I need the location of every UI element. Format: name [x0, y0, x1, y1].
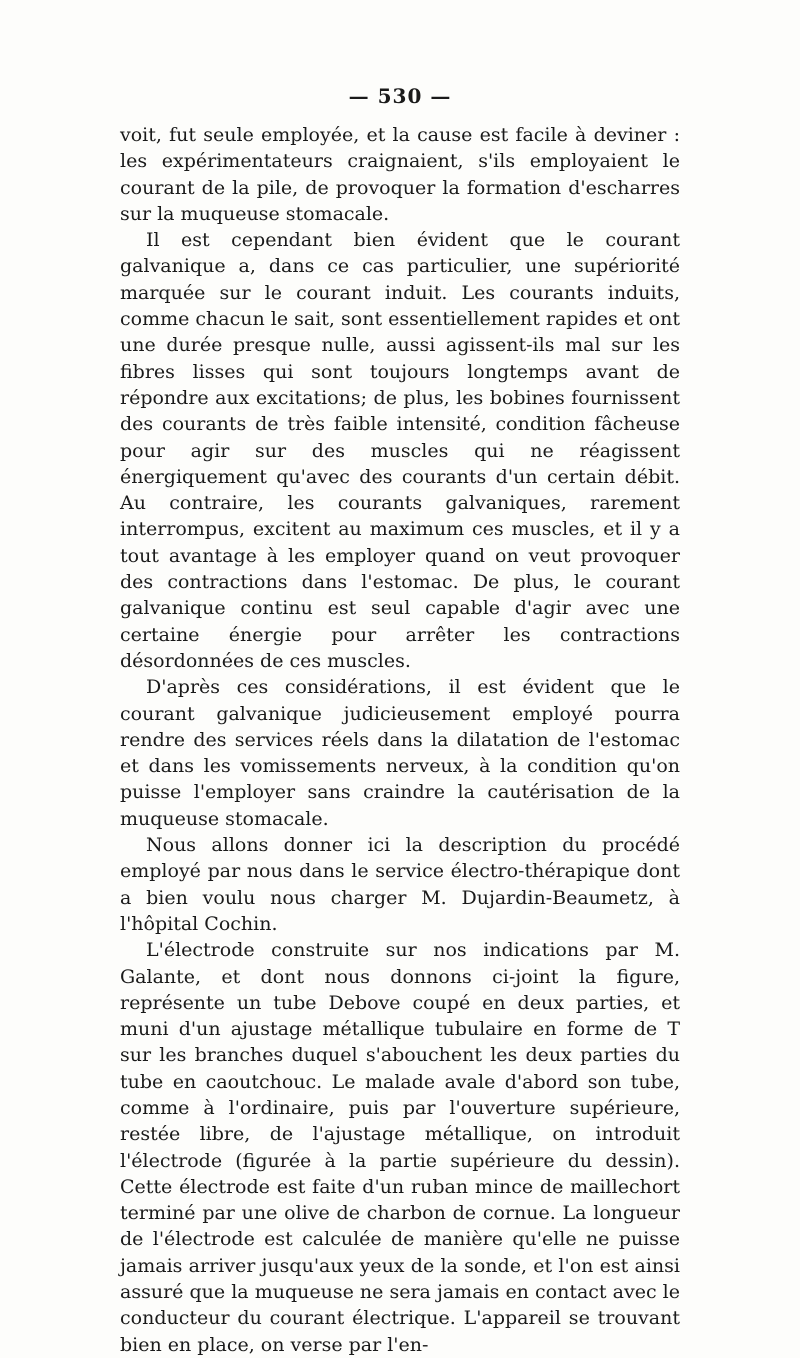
- paragraph-3: D'après ces considérations, il est évident que le courant galvanique judicieusement employé pourra rendre des services réels dans la dilatation de l'estomac et dans les vomissements nerveux, à la condition qu'on puisse l'employer sans craindre la cautérisation de la muqueuse stomacale.: [120, 676, 680, 830]
- paragraph-2: Il est cependant bien évident que le courant galvanique a, dans ce cas particulier, une supériorité marquée sur le courant induit. Les courants induits, comme chacun le sait, sont essentiellement rapides et ont une durée presque nulle, aussi agissent-ils mal sur les fibres lisses qui sont toujours longtemps avant de répondre aux excitations; de plus, les bobines fournissent des courants de très faible intensité, condition fâcheuse pour agir sur des muscles qui ne réagissent énergiquement qu'avec des courants d'un certain débit. Au contraire, les courants galvaniques, rarement interrompus, excitent au maximum ces muscles, et il y a tout avantage à les employer quand on veut provoquer des contractions dans l'estomac. De plus, le courant galvanique continu est seul capable d'agir avec une certaine énergie pour arrêter les contractions désordonnées de ces muscles.: [120, 229, 680, 672]
- paragraph-1: voit, fut seule employée, et la cause est facile à deviner : les expérimentateurs craignaient, s'ils employaient le courant de la pile, de provoquer la formation d'escharres sur la muqueuse stomacale.: [120, 124, 680, 225]
- paragraph-5: L'électrode construite sur nos indications par M. Galante, et dont nous donnons ci-joint la figure, représente un tube Debove coupé en deux parties, et muni d'un ajustage métallique tubulaire en forme de T sur les branches duquel s'abouchent les deux parties du tube en caoutchouc. Le malade avale d'abord son tube, comme à l'ordinaire, puis par l'ouverture supérieure, restée libre, de l'ajustage métallique, on introduit l'électrode (figurée à la partie supérieure du dessin). Cette électrode est faite d'un ruban mince de maillechort terminé par une olive de charbon de cornue. La longueur de l'électrode est calculée de manière qu'elle ne puisse jamais arriver jusqu'aux yeux de la sonde, et l'on est ainsi assuré que la muqueuse ne sera jamais en contact avec le conducteur du courant électrique. L'appareil se trouvant bien en place, on verse par l'en-: [120, 939, 680, 1356]
- paragraph-4: Nous allons donner ici la description du procédé employé par nous dans le service électro-thérapique dont a bien voulu nous charger M. Dujardin-Beaumetz, à l'hôpital Cochin.: [120, 834, 680, 935]
- page-number: — 530 —: [348, 84, 452, 108]
- document-page: [120, 84, 680, 1358]
